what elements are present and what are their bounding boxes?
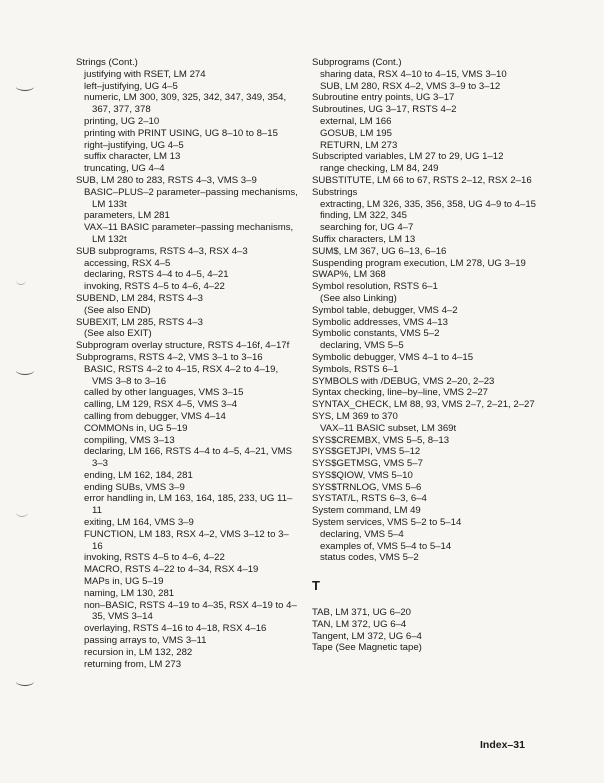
index-subentry: right–justifying, UG 4–5 xyxy=(84,139,184,151)
index-subentry: accessing, RSX 4–5 xyxy=(84,257,171,269)
index-subentry: VAX–11 BASIC parameter–passing mechanisms, LM 132t xyxy=(84,222,294,245)
index-subentry: calling from debugger, VMS 4–14 xyxy=(84,410,226,422)
index-subentry: MAPs in, UG 5–19 xyxy=(84,576,164,588)
index-subentry: invoking, RSTS 4–5 to 4–6, 4–22 xyxy=(84,281,225,293)
index-entry: Subprogram overlay structure, RSTS 4–16f, 4–17f xyxy=(76,340,290,352)
page-folio: Index–31 xyxy=(480,739,525,751)
index-subentry: BASIC–PLUS–2 parameter–passing mechanisms, LM 133t xyxy=(84,186,298,210)
index-entry: Tangent, LM 372, UG 6–4 xyxy=(312,630,422,642)
index-subentry: status codes, VMS 5–2 xyxy=(320,552,419,564)
index-subentry: ending SUBs, VMS 3–9 xyxy=(84,481,185,493)
margin-mark xyxy=(16,508,28,517)
index-entry: System services, VMS 5–2 to 5–14 xyxy=(312,517,462,529)
index-entry: SYS$QIOW, VMS 5–10 xyxy=(312,469,413,481)
index-subentry: (See also Linking) xyxy=(320,292,397,304)
index-entry: SYSTAT/L, RSTS 6–3, 6–4 xyxy=(312,493,427,505)
index-entry: Symbol table, debugger, VMS 4–2 xyxy=(312,304,458,316)
index-subentry: declaring, VMS 5–4 xyxy=(320,528,404,540)
index-subentry: calling, LM 129, RSX 4–5, VMS 3–4 xyxy=(84,399,238,411)
index-subentry: declaring, LM 166, RSTS 4–4 to 4–5, 4–21, VMS 3–3 xyxy=(84,446,292,470)
index-entry: Suspending program execution, LM 278, UG 3–19 xyxy=(312,257,526,269)
index-subentry: examples of, VMS 5–4 to 5–14 xyxy=(320,540,452,552)
index-subentry: RETURN, LM 273 xyxy=(320,139,398,151)
index-subentry: MACRO, RSTS 4–22 to 4–34, RSX 4–19 xyxy=(84,564,259,576)
index-column-left xyxy=(76,57,298,670)
index-entry: Symbolic debugger, VMS 4–1 to 4–15 xyxy=(312,351,474,363)
index-subentry: COMMONs in, UG 5–19 xyxy=(84,422,188,434)
index-entry: Subroutines, UG 3–17, RSTS 4–2 xyxy=(312,104,457,116)
index-subentry: truncating, UG 4–4 xyxy=(84,163,165,175)
index-entry: SWAP%, LM 368 xyxy=(312,269,386,281)
index-entry: SUB, LM 280 to 283, RSTS 4–3, VMS 3–9 xyxy=(76,174,257,186)
index-subentry: error handling in, LM 163, 164, 185, 233, UG 11–11 xyxy=(84,493,293,517)
index-entry: Subroutine entry points, UG 3–17 xyxy=(312,92,455,104)
index-entry: SYS$TRNLOG, VMS 5–6 xyxy=(312,481,422,493)
margin-mark xyxy=(16,276,26,285)
index-entry: Suffix characters, LM 13 xyxy=(312,233,416,245)
index-subentry: declaring, RSTS 4–4 to 4–5, 4–21 xyxy=(84,269,229,281)
index-entry: TAB, LM 371, UG 6–20 xyxy=(312,607,412,619)
index-subentry: printing with PRINT USING, UG 8–10 to 8–15 xyxy=(84,127,278,139)
index-subentry: external, LM 166 xyxy=(320,115,392,127)
index-subentry: passing arrays to, VMS 3–11 xyxy=(84,635,207,647)
index-entry: Subprograms (Cont.) xyxy=(312,57,402,68)
index-subentry: (See also EXIT) xyxy=(84,328,152,340)
index-column-right xyxy=(312,57,537,654)
margin-mark xyxy=(16,677,34,686)
index-subentry: naming, LM 130, 281 xyxy=(84,587,175,599)
index-subentry: called by other languages, VMS 3–15 xyxy=(84,387,244,399)
index-entry: System command, LM 49 xyxy=(312,505,421,517)
index-entry: Subprograms, RSTS 4–2, VMS 3–1 to 3–16 xyxy=(76,351,263,363)
index-subentry: recursion in, LM 132, 282 xyxy=(84,646,193,658)
index-subentry: numeric, LM 300, 309, 325, 342, 347, 349, 354, 367, 377, 378 xyxy=(84,92,287,116)
index-subentry: FUNCTION, LM 183, RSX 4–2, VMS 3–12 to 3–16 xyxy=(84,528,289,552)
index-subentry: (See also END) xyxy=(84,304,151,316)
index-entry: SYS$GETJPI, VMS 5–12 xyxy=(312,446,421,458)
index-entry: TAN, LM 372, UG 6–4 xyxy=(312,618,407,630)
index-subentry: BASIC, RSTS 4–2 to 4–15, RSX 4–2 to 4–19, VMS 3–8 to 3–16 xyxy=(84,363,279,387)
index-subentry: returning from, LM 273 xyxy=(84,658,182,670)
index-subentry: range checking, LM 84, 249 xyxy=(320,163,439,175)
index-section-t xyxy=(312,607,537,654)
index-entry: Symbol resolution, RSTS 6–1 xyxy=(312,281,438,293)
index-entry: SYMBOLS with /DEBUG, VMS 2–20, 2–23 xyxy=(312,375,495,387)
index-subentry: VAX–11 BASIC subset, LM 369t xyxy=(320,422,457,434)
index-subentry: overlaying, RSTS 4–16 to 4–18, RSX 4–16 xyxy=(84,623,267,635)
index-subentry: printing, UG 2–10 xyxy=(84,115,160,127)
index-entry: Syntax checking, line–by–line, VMS 2–27 xyxy=(312,387,488,399)
index-subentry: invoking, RSTS 4–5 to 4–6, 4–22 xyxy=(84,552,225,564)
index-subentry: SUB, LM 280, RSX 4–2, VMS 3–9 to 3–12 xyxy=(320,80,501,92)
index-entry: SUB subprograms, RSTS 4–3, RSX 4–3 xyxy=(76,245,248,257)
index-entry: Tape (See Magnetic tape) xyxy=(312,642,422,654)
index-subentry: parameters, LM 281 xyxy=(84,210,170,222)
index-entry: Subscripted variables, LM 27 to 29, UG 1–12 xyxy=(312,151,504,163)
index-entry: SUM$, LM 367, UG 6–13, 6–16 xyxy=(312,245,447,257)
index-subentry: GOSUB, LM 195 xyxy=(320,127,392,139)
index-subentry: finding, LM 322, 345 xyxy=(320,210,407,222)
index-entry: Symbolic addresses, VMS 4–13 xyxy=(312,316,448,328)
index-subentry: justifying with RSET, LM 274 xyxy=(84,68,206,80)
index-section-s-continued xyxy=(312,57,537,564)
index-subentry: left–justifying, UG 4–5 xyxy=(84,80,178,92)
index-entry: Symbols, RSTS 6–1 xyxy=(312,363,399,375)
index-entry: SYS$CREMBX, VMS 5–5, 8–13 xyxy=(312,434,450,446)
index-entry: Strings (Cont.) xyxy=(76,57,138,68)
index-subentry: compiling, VMS 3–13 xyxy=(84,434,175,446)
index-subentry: exiting, LM 164, VMS 3–9 xyxy=(84,517,194,529)
index-entry: SYS$GETMSG, VMS 5–7 xyxy=(312,458,423,470)
margin-mark xyxy=(16,366,34,375)
index-subentry: declaring, VMS 5–5 xyxy=(320,340,404,352)
index-subentry: searching for, UG 4–7 xyxy=(320,222,414,234)
index-subentry: ending, LM 162, 184, 281 xyxy=(84,469,193,481)
index-subentry: suffix character, LM 13 xyxy=(84,151,181,163)
index-subentry: extracting, LM 326, 335, 356, 358, UG 4–9 to 4–15 xyxy=(320,198,537,210)
index-entry: Symbolic constants, VMS 5–2 xyxy=(312,328,440,340)
index-entry: SUBEXIT, LM 285, RSTS 4–3 xyxy=(76,316,203,328)
index-entry: SUBSTITUTE, LM 66 to 67, RSTS 2–12, RSX 2–16 xyxy=(312,174,532,186)
section-letter-heading: T xyxy=(312,578,320,594)
index-subentry: sharing data, RSX 4–10 to 4–15, VMS 3–10 xyxy=(320,68,507,80)
index-entry: SUBEND, LM 284, RSTS 4–3 xyxy=(76,292,203,304)
index-entry: SYNTAX_CHECK, LM 88, 93, VMS 2–7, 2–21, 2–27 xyxy=(312,399,535,411)
index-entry: Substrings xyxy=(312,186,358,198)
index-subentry: non–BASIC, RSTS 4–19 to 4–35, RSX 4–19 to 4–35, VMS 3–14 xyxy=(84,599,297,623)
margin-mark xyxy=(16,82,34,91)
index-entry: SYS, LM 369 to 370 xyxy=(312,410,398,422)
